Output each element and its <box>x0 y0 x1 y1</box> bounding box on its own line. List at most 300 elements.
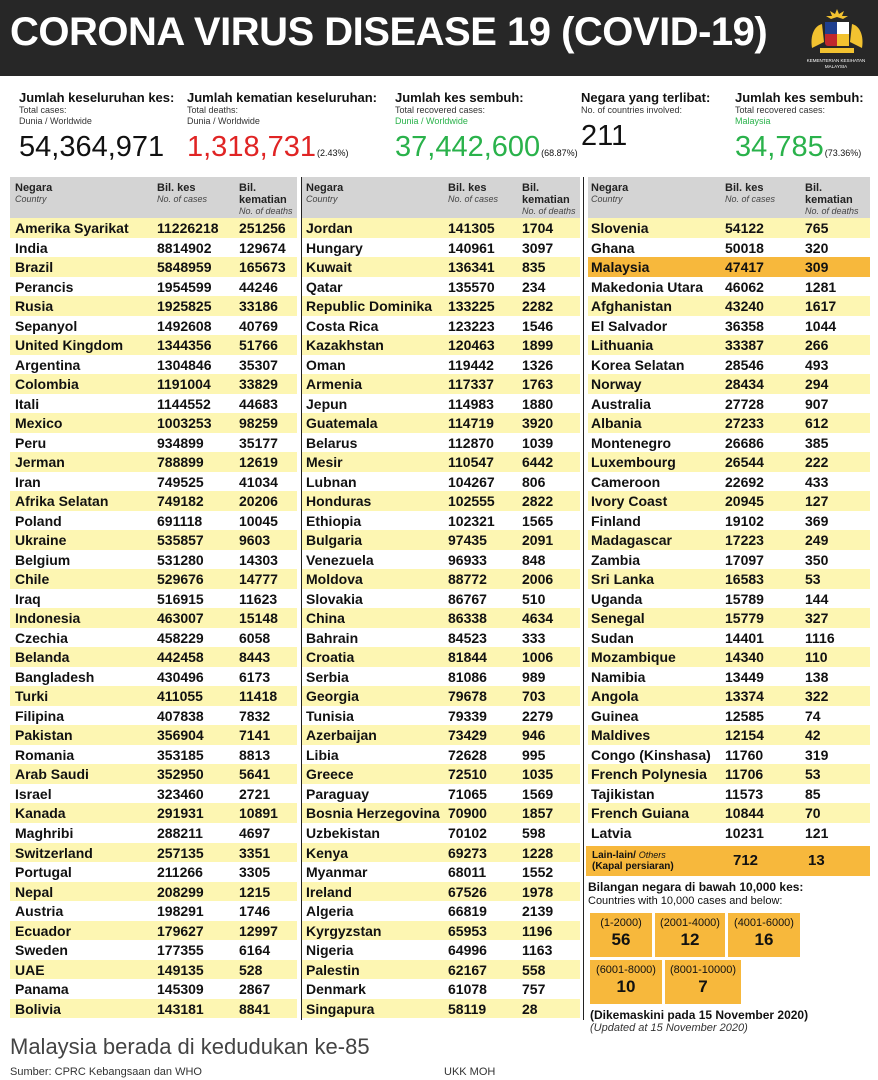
case-count: 81844 <box>448 649 487 666</box>
stat-sub: Total recovered cases: <box>735 105 826 115</box>
country-name: Uzbekistan <box>306 824 380 841</box>
table-row <box>10 764 297 784</box>
table-row <box>588 394 870 414</box>
country-name: China <box>306 610 345 627</box>
case-count: 353185 <box>157 746 204 763</box>
stat-label: Negara yang terlibat: <box>581 90 711 105</box>
column-header-country: Negara Country <box>15 182 53 204</box>
table-row <box>10 277 297 297</box>
table-row <box>302 511 580 531</box>
table-row <box>302 901 580 921</box>
death-count: 12997 <box>239 922 278 939</box>
country-name: Kenya <box>306 844 349 861</box>
country-name: Mozambique <box>591 649 676 666</box>
case-count: 114983 <box>448 395 494 412</box>
country-name: Jordan <box>306 220 353 236</box>
death-count: 10891 <box>239 805 278 822</box>
death-count: 11418 <box>239 688 278 705</box>
case-count: 27233 <box>725 415 764 432</box>
country-name: Ecuador <box>15 922 72 939</box>
death-count: 2282 <box>522 298 554 315</box>
case-count: 27728 <box>725 395 764 412</box>
death-count: 309 <box>805 259 829 276</box>
case-count: 102555 <box>448 493 495 510</box>
case-count: 81086 <box>448 668 487 685</box>
case-count: 17223 <box>725 532 764 549</box>
country-name: Malaysia <box>591 259 650 276</box>
case-count: 66819 <box>448 903 487 920</box>
death-count: 110 <box>805 649 828 666</box>
country-name: Guinea <box>591 707 639 724</box>
country-name: Cameroon <box>591 473 661 490</box>
case-count: 97435 <box>448 532 487 549</box>
country-name: Azerbaijan <box>306 727 377 744</box>
death-count: 433 <box>805 473 829 490</box>
stat-sub: Dunia / Worldwide <box>19 116 92 126</box>
table-row <box>10 784 297 804</box>
case-count: 11226218 <box>157 220 219 236</box>
death-count: 320 <box>805 239 829 256</box>
death-count: 6173 <box>239 668 271 685</box>
death-count: 266 <box>805 337 829 354</box>
table-row <box>302 823 580 843</box>
table-row <box>588 218 870 238</box>
country-name: Afrika Selatan <box>15 493 109 510</box>
death-count: 327 <box>805 610 829 627</box>
country-name: Latvia <box>591 824 632 841</box>
source-note: Sumber: CPRC Kebangsaan dan WHO <box>10 1066 202 1078</box>
death-count: 1326 <box>522 356 554 373</box>
case-count: 13449 <box>725 668 764 685</box>
death-count: 1215 <box>239 883 271 900</box>
table-row <box>302 316 580 336</box>
table-row <box>10 296 297 316</box>
case-count: 86338 <box>448 610 487 627</box>
death-count: 995 <box>522 746 546 763</box>
case-count: 749525 <box>157 473 204 490</box>
stat-label: Jumlah kematian keseluruhan: <box>187 90 378 105</box>
case-count: 47417 <box>725 259 764 276</box>
stat-sub: Total deaths: <box>187 105 239 115</box>
table-row <box>10 608 297 628</box>
stat-sub: Dunia / Worldwide <box>187 116 260 126</box>
country-name: Senegal <box>591 610 645 627</box>
case-count: 8814902 <box>157 239 212 256</box>
case-count: 22692 <box>725 473 764 490</box>
case-count: 531280 <box>157 551 204 568</box>
stat-label: Jumlah kes sembuh: <box>395 90 524 105</box>
death-count: 144 <box>805 590 829 607</box>
country-name: Maghribi <box>15 824 74 841</box>
death-count: 1546 <box>522 317 554 334</box>
death-count: 1746 <box>239 903 271 920</box>
country-name: Colombia <box>15 376 79 393</box>
death-count: 558 <box>522 961 546 978</box>
country-name: Kuwait <box>306 259 352 276</box>
table-row <box>302 843 580 863</box>
table-row <box>10 257 297 277</box>
page-title: CORONA VIRUS DISEASE 19 (COVID-19) <box>10 10 768 54</box>
death-count: 249 <box>805 532 829 549</box>
death-count: 41034 <box>239 473 278 490</box>
country-name: Palestin <box>306 961 360 978</box>
case-count: 86767 <box>448 590 487 607</box>
case-count: 112870 <box>448 434 494 451</box>
updated-ms: (Dikemaskini pada 15 November 2020) <box>590 1008 809 1022</box>
country-name: Peru <box>15 434 47 451</box>
stat-percent: (68.87%) <box>541 148 578 158</box>
death-count: 4697 <box>239 824 271 841</box>
death-count: 598 <box>522 824 546 841</box>
death-count: 35177 <box>239 434 278 451</box>
country-name: Ghana <box>591 239 635 256</box>
country-name: Makedonia Utara <box>591 278 704 295</box>
case-count: 46062 <box>725 278 764 295</box>
country-table-column-3 <box>588 177 870 843</box>
table-row <box>588 452 870 472</box>
case-count: 208299 <box>157 883 204 900</box>
country-name: Guatemala <box>306 415 378 432</box>
table-row <box>588 784 870 804</box>
death-count: 493 <box>805 356 829 373</box>
country-name: Belarus <box>306 434 358 451</box>
column-header-deaths: Bil. kematian No. of deaths <box>239 182 293 216</box>
death-count: 3920 <box>522 415 554 432</box>
country-name: Angola <box>591 688 639 705</box>
death-count: 294 <box>805 376 829 393</box>
death-count: 129674 <box>239 239 286 256</box>
country-name: Indonesia <box>15 610 81 627</box>
column-header-deaths: Bil. kematian No. of deaths <box>805 182 859 216</box>
death-count: 20206 <box>239 493 278 510</box>
country-name: Slovakia <box>306 590 363 607</box>
death-count: 6058 <box>239 629 271 646</box>
others-cases: 712 <box>733 852 759 869</box>
country-name: Bosnia Herzegovina <box>306 805 440 822</box>
death-count: 1763 <box>522 376 554 393</box>
table-row <box>10 628 297 648</box>
case-count: 135570 <box>448 278 495 295</box>
death-count: 528 <box>239 961 263 978</box>
table-row <box>302 647 580 667</box>
death-count: 10045 <box>239 512 278 529</box>
case-count: 788899 <box>157 454 204 471</box>
case-count: 102321 <box>448 512 495 529</box>
case-count: 11573 <box>725 785 764 802</box>
case-count: 1925825 <box>157 298 212 315</box>
country-name: Oman <box>306 356 346 373</box>
country-table-column-1 <box>10 177 297 1018</box>
case-count: 145309 <box>157 981 204 998</box>
column-header-deaths: Bil. kematian No. of deaths <box>522 182 576 216</box>
table-row <box>588 764 870 784</box>
table-row <box>302 413 580 433</box>
death-count: 234 <box>522 278 546 295</box>
case-count: 179627 <box>157 922 204 939</box>
country-name: Tunisia <box>306 707 354 724</box>
table-row-malaysia <box>588 257 870 277</box>
death-count: 1039 <box>522 434 554 451</box>
case-count: 17097 <box>725 551 764 568</box>
case-count: 257135 <box>157 844 204 861</box>
country-name: Albania <box>591 415 642 432</box>
table-row <box>10 725 297 745</box>
country-name: Namibia <box>591 668 646 685</box>
case-count: 73429 <box>448 727 487 744</box>
table-row <box>302 882 580 902</box>
stat-recovered-malaysia <box>735 90 864 164</box>
table-row <box>302 745 580 765</box>
table-row <box>302 803 580 823</box>
case-count: 19102 <box>725 512 764 529</box>
case-count: 16583 <box>725 571 764 588</box>
case-count: 119442 <box>448 356 494 373</box>
table-row <box>10 921 297 941</box>
table-row <box>10 491 297 511</box>
table-row <box>10 667 297 687</box>
bucket-8001-10000: (8001-10000) 7 <box>665 960 741 1004</box>
case-count: 120463 <box>448 337 495 354</box>
table-row <box>302 667 580 687</box>
table-header <box>10 177 297 218</box>
country-name: Libia <box>306 746 339 763</box>
case-count: 110547 <box>448 454 494 471</box>
table-row <box>588 667 870 687</box>
table-row <box>588 686 870 706</box>
table-row <box>302 394 580 414</box>
malaysia-rank: Malaysia berada di kedudukan ke-85 <box>10 1034 370 1059</box>
case-count: 14340 <box>725 649 764 666</box>
small-countries-title: Bilangan negara di bawah 10,000 kes: <box>588 880 804 894</box>
case-count: 28434 <box>725 376 764 393</box>
case-count: 691118 <box>157 512 203 529</box>
death-count: 510 <box>522 590 546 607</box>
country-name: Zambia <box>591 551 641 568</box>
table-row <box>302 706 580 726</box>
country-name: Turki <box>15 688 49 705</box>
country-name: Myanmar <box>306 864 368 881</box>
death-count: 98259 <box>239 415 278 432</box>
death-count: 333 <box>522 629 546 646</box>
country-name: Mesir <box>306 454 343 471</box>
credit-note: UKK MOH <box>444 1066 496 1078</box>
bucket-6001-8000: (6001-8000) 10 <box>590 960 662 1004</box>
table-row <box>588 491 870 511</box>
table-row <box>10 238 297 258</box>
case-count: 13374 <box>725 688 764 705</box>
table-row <box>302 335 580 355</box>
death-count: 3305 <box>239 864 271 881</box>
case-count: 529676 <box>157 571 204 588</box>
country-name: Uganda <box>591 590 643 607</box>
table-row <box>588 725 870 745</box>
death-count: 1006 <box>522 649 554 666</box>
updated-note <box>590 1008 808 1034</box>
table-row <box>10 569 297 589</box>
case-count: 10844 <box>725 805 764 822</box>
stat-sub: Dunia / Worldwide <box>395 116 468 126</box>
death-count: 989 <box>522 668 546 685</box>
country-name: Montenegro <box>591 434 672 451</box>
death-count: 5641 <box>239 766 271 783</box>
table-row <box>302 433 580 453</box>
table-header <box>302 177 580 218</box>
country-name: Singapura <box>306 1000 375 1017</box>
country-name: Panama <box>15 981 69 998</box>
country-name: Hungary <box>306 239 363 256</box>
table-row <box>588 628 870 648</box>
case-count: 43240 <box>725 298 764 315</box>
death-count: 1044 <box>805 317 837 334</box>
case-count: 26544 <box>725 454 764 471</box>
case-count: 15779 <box>725 610 764 627</box>
stat-percent: (2.43%) <box>317 148 349 158</box>
stat-value: 37,442,600(68.87%) <box>395 131 578 163</box>
stat-value: 211 <box>581 120 628 152</box>
case-count: 70102 <box>448 824 487 841</box>
table-row <box>10 843 297 863</box>
country-name: Filipina <box>15 707 64 724</box>
case-count: 114719 <box>448 415 494 432</box>
table-row <box>588 277 870 297</box>
death-count: 40769 <box>239 317 278 334</box>
case-count: 516915 <box>157 590 204 607</box>
table-row <box>588 511 870 531</box>
country-name: Honduras <box>306 493 372 510</box>
case-count: 61078 <box>448 981 487 998</box>
table-row <box>302 238 580 258</box>
death-count: 165673 <box>239 259 286 276</box>
country-name: Iraq <box>15 590 41 607</box>
country-name: Amerika Syarikat <box>15 220 129 236</box>
death-count: 8841 <box>239 1000 271 1017</box>
death-count: 6164 <box>239 942 271 959</box>
death-count: 12619 <box>239 454 278 471</box>
table-row <box>588 316 870 336</box>
country-name: Ukraine <box>15 532 67 549</box>
stat-recovered-world <box>395 90 578 164</box>
table-row <box>10 686 297 706</box>
country-name: Iran <box>15 473 41 490</box>
death-count: 121 <box>805 824 829 841</box>
case-count: 12154 <box>725 727 764 744</box>
table-row <box>10 940 297 960</box>
death-count: 1569 <box>522 785 554 802</box>
table-header <box>588 177 870 218</box>
country-name: Moldova <box>306 571 363 588</box>
stat-label: Jumlah keseluruhan kes: <box>19 90 175 105</box>
death-count: 1880 <box>522 395 554 412</box>
country-name: Czechia <box>15 629 68 646</box>
table-row <box>588 238 870 258</box>
table-row <box>302 764 580 784</box>
country-name: Jepun <box>306 395 348 412</box>
death-count: 806 <box>522 473 546 490</box>
table-row <box>302 999 580 1019</box>
case-count: 84523 <box>448 629 487 646</box>
case-count: 458229 <box>157 629 204 646</box>
table-row <box>10 999 297 1019</box>
table-row <box>10 823 297 843</box>
country-name: French Polynesia <box>591 766 707 783</box>
death-count: 1565 <box>522 512 554 529</box>
death-count: 51766 <box>239 337 278 354</box>
death-count: 53 <box>805 571 821 588</box>
table-row <box>588 296 870 316</box>
country-table-column-2 <box>302 177 580 1018</box>
country-name: Kanada <box>15 805 66 822</box>
case-count: 356904 <box>157 727 204 744</box>
table-row <box>302 296 580 316</box>
case-count: 5848959 <box>157 259 212 276</box>
country-name: Bolivia <box>15 1000 61 1017</box>
death-count: 3097 <box>522 239 554 256</box>
stat-value: 54,364,971 <box>19 131 165 163</box>
case-count: 69273 <box>448 844 487 861</box>
death-count: 7832 <box>239 707 271 724</box>
table-row <box>588 706 870 726</box>
death-count: 28 <box>522 1000 538 1017</box>
case-count: 123223 <box>448 317 495 334</box>
stat-value: 1,318,731(2.43%) <box>187 131 349 163</box>
case-count: 12585 <box>725 707 764 724</box>
death-count: 848 <box>522 551 546 568</box>
table-row <box>302 784 580 804</box>
country-name: Nepal <box>15 883 54 900</box>
small-countries-subtitle: Countries with 10,000 cases and below: <box>588 895 783 907</box>
table-row <box>302 277 580 297</box>
case-count: 143181 <box>157 1000 204 1017</box>
country-name: Norway <box>591 376 642 393</box>
column-divider <box>583 177 584 1020</box>
case-count: 36358 <box>725 317 764 334</box>
country-name: Algeria <box>306 903 354 920</box>
case-count: 1144552 <box>157 395 211 412</box>
country-name: Congo (Kinshasa) <box>591 746 711 763</box>
table-row <box>10 862 297 882</box>
death-count: 2867 <box>239 981 271 998</box>
death-count: 946 <box>522 727 546 744</box>
column-header-country: Negara Country <box>306 182 344 204</box>
table-row <box>10 550 297 570</box>
case-count: 79678 <box>448 688 487 705</box>
country-name: Argentina <box>15 356 81 373</box>
table-row <box>10 706 297 726</box>
death-count: 1978 <box>522 883 554 900</box>
case-count: 14401 <box>725 629 764 646</box>
stat-sub: No. of countries involved: <box>581 105 683 115</box>
death-count: 907 <box>805 395 829 412</box>
table-row <box>588 530 870 550</box>
country-name: Portugal <box>15 864 72 881</box>
table-row <box>588 355 870 375</box>
case-count: 535857 <box>157 532 204 549</box>
table-row <box>302 862 580 882</box>
country-name: Itali <box>15 395 40 412</box>
updated-en: (Updated at 15 November 2020) <box>590 1022 748 1034</box>
death-count: 53 <box>805 766 821 783</box>
death-count: 74 <box>805 707 821 724</box>
case-count: 430496 <box>157 668 204 685</box>
stat-value: 34,785(73.36%) <box>735 131 862 163</box>
death-count: 85 <box>805 785 821 802</box>
table-row <box>302 608 580 628</box>
country-name: Greece <box>306 766 354 783</box>
table-row <box>302 355 580 375</box>
country-name: Romania <box>15 746 75 763</box>
case-count: 72510 <box>448 766 487 783</box>
case-count: 198291 <box>157 903 204 920</box>
